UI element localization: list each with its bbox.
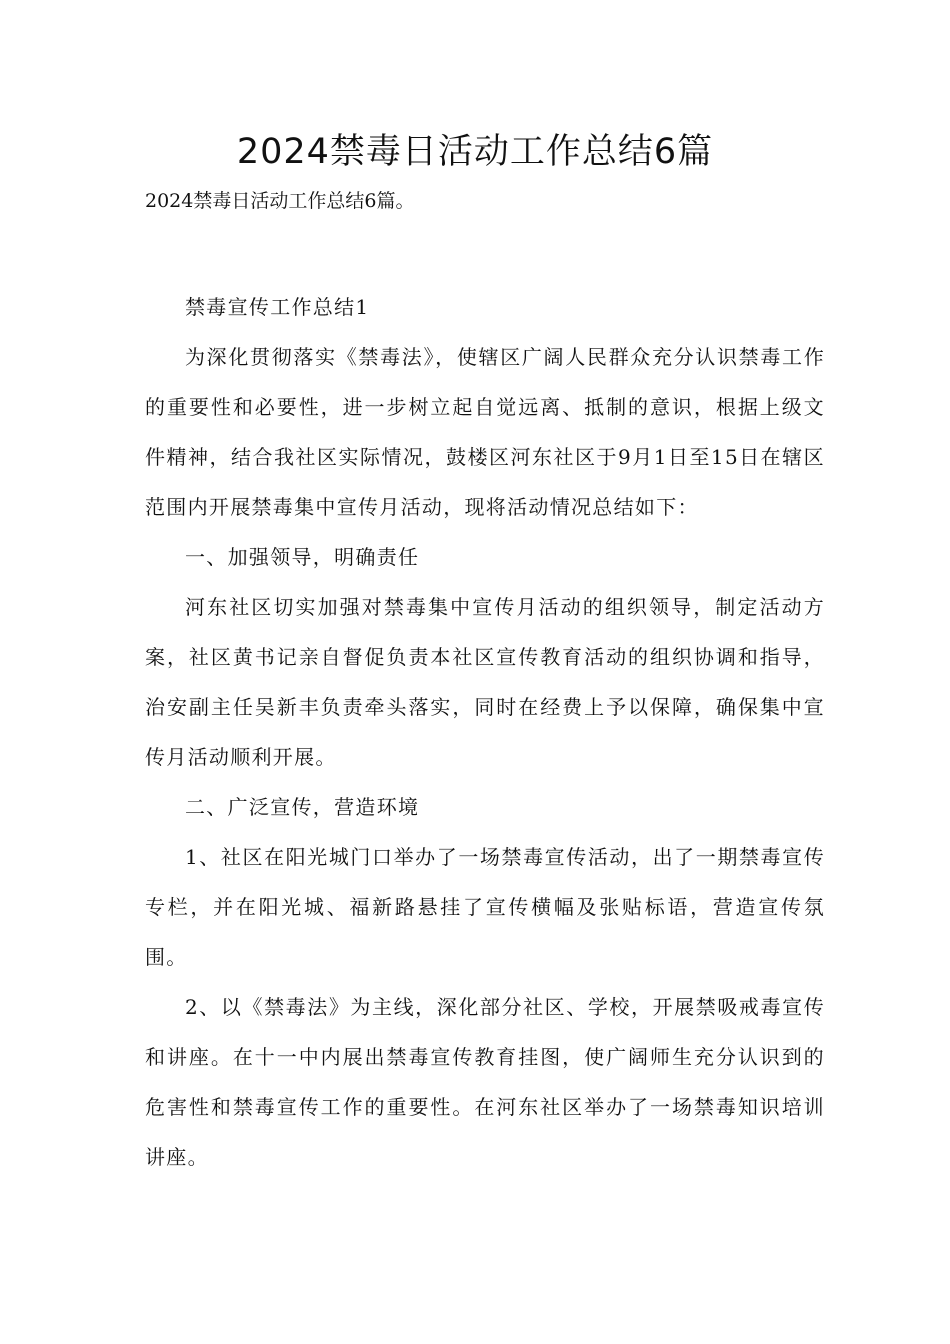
section-heading: 一、加强领导，明确责任 (185, 545, 420, 569)
intro-paragraph: 为深化贯彻落实《禁毒法》，使辖区广阔人民群众充分认识禁毒工作的重要性和必要性，进一步树立起自觉远离、抵制的意识，根据上级文件精神，结合我社区实际情况，鼓楼区河东社区于9月1日至15日在辖区范围内开展禁毒集中宣传月活动，现将活动情况总结如下： (145, 345, 825, 519)
document-title: 2024禁毒日活动工作总结6篇 (236, 132, 714, 172)
section-heading: 禁毒宣传工作总结1 (185, 295, 370, 319)
body-paragraph: 2、以《禁毒法》为主线，深化部分社区、学校，开展禁吸戒毒宣传和讲座。在十一中内展出禁毒宣传教育挂图，使广阔师生充分认识到的危害性和禁毒宣传工作的重要性。在河东社区举办了一场禁毒知识培训讲座。 (145, 995, 825, 1169)
document-body (145, 282, 825, 1182)
section-heading: 二、广泛宣传，营造环境 (185, 795, 420, 819)
document-subtitle: 2024禁毒日活动工作总结6篇。 (145, 190, 415, 212)
body-paragraph: 河东社区切实加强对禁毒集中宣传月活动的组织领导，制定活动方案，社区黄书记亲自督促负责本社区宣传教育活动的组织协调和指导，治安副主任吴新丰负责牵头落实，同时在经费上予以保障，确保集中宣传月活动顺利开展。 (145, 595, 825, 769)
body-paragraph: 1、社区在阳光城门口举办了一场禁毒宣传活动，出了一期禁毒宣传专栏，并在阳光城、福新路悬挂了宣传横幅及张贴标语，营造宣传氛围。 (145, 845, 825, 969)
